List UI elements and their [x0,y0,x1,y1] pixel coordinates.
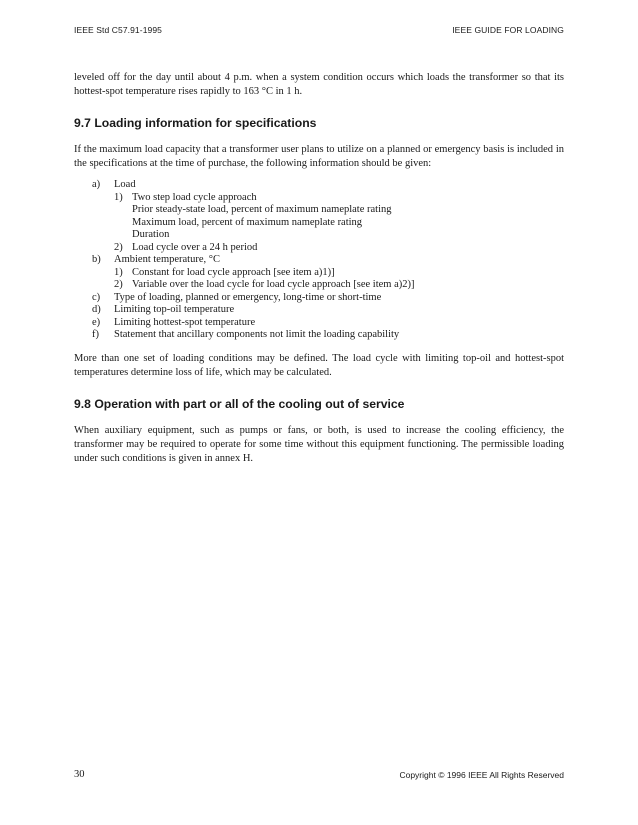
list-label: d) [92,304,101,315]
list-label: a) [92,179,101,190]
section-9-7-closing-paragraph: More than one set of loading conditions may be defined. The load cycle with limiting top-oil and hottest-spot temperatures determine loss of life, which may be calculated. [74,353,564,378]
list-text: Maximum load, percent of maximum nameplate rating [132,216,363,228]
section-heading-9-8: 9.8 Operation with part or all of the cooling out of service [74,397,405,411]
list-label: 2) [114,241,123,253]
loading-information-list [74,179,564,342]
list-text: Two step load cycle approach [132,191,257,203]
section-heading-9-7: 9.7 Loading information for specifications [74,116,317,130]
list-item-a1-prior-load [74,204,564,217]
list-text: Limiting top-oil temperature [114,304,235,315]
list-item-f [74,329,564,342]
list-item-b2 [74,279,564,292]
list-label: 1) [114,191,123,203]
running-header-left: IEEE Std C57.91-1995 [74,25,163,35]
intro-paragraph: leveled off for the day until about 4 p.m. when a system condition occurs which loads the transformer so that its hottest-spot temperature rises rapidly to 163 °C in 1 h. [74,72,564,97]
list-text: Statement that ancillary components not limit the loading capability [114,329,400,340]
list-text: Variable over the load cycle for load cycle approach [see item a)2)] [132,279,415,290]
list-item-c [74,292,564,305]
list-text: Duration [132,229,170,240]
list-label: e) [92,316,101,328]
list-item-b [74,254,564,267]
list-item-a [74,179,564,192]
list-item-a1 [74,192,564,205]
section-9-8-paragraph: When auxiliary equipment, such as pumps or fans, or both, is used to increase the cooling efficiency, the transformer may be required to operate for some time without this equipment functioning. The permissible loading under such conditions is given in annex H. [74,425,564,464]
list-label: 2) [114,279,123,290]
list-text: Constant for load cycle approach [see item a)1)] [132,266,335,278]
list-item-e [74,317,564,330]
list-item-a1-maximum-load [74,217,564,230]
list-item-a2 [74,242,564,255]
running-header-right: IEEE GUIDE FOR LOADING [452,25,564,35]
list-item-a1-duration [74,229,564,242]
list-item-d [74,304,564,317]
list-text: Load [114,179,136,190]
list-label: c) [92,291,101,303]
list-text: Limiting hottest-spot temperature [114,316,256,328]
list-label: 1) [114,266,123,278]
list-text: Ambient temperature, °C [114,254,220,265]
page-number: 30 [74,769,85,780]
list-label: b) [92,254,101,265]
list-text: Load cycle over a 24 h period [132,241,258,253]
copyright-notice: Copyright © 1996 IEEE All Rights Reserved [399,770,564,780]
section-9-7-paragraph: If the maximum load capacity that a transformer user plans to utilize on a planned or emergency basis is included in the specifications at the time of purchase, the following information should be given: [74,144,564,169]
list-item-b1 [74,267,564,280]
list-text: Prior steady-state load, percent of maximum nameplate rating [132,204,392,215]
list-label: f) [92,329,99,340]
list-text: Type of loading, planned or emergency, long-time or short-time [114,291,382,303]
